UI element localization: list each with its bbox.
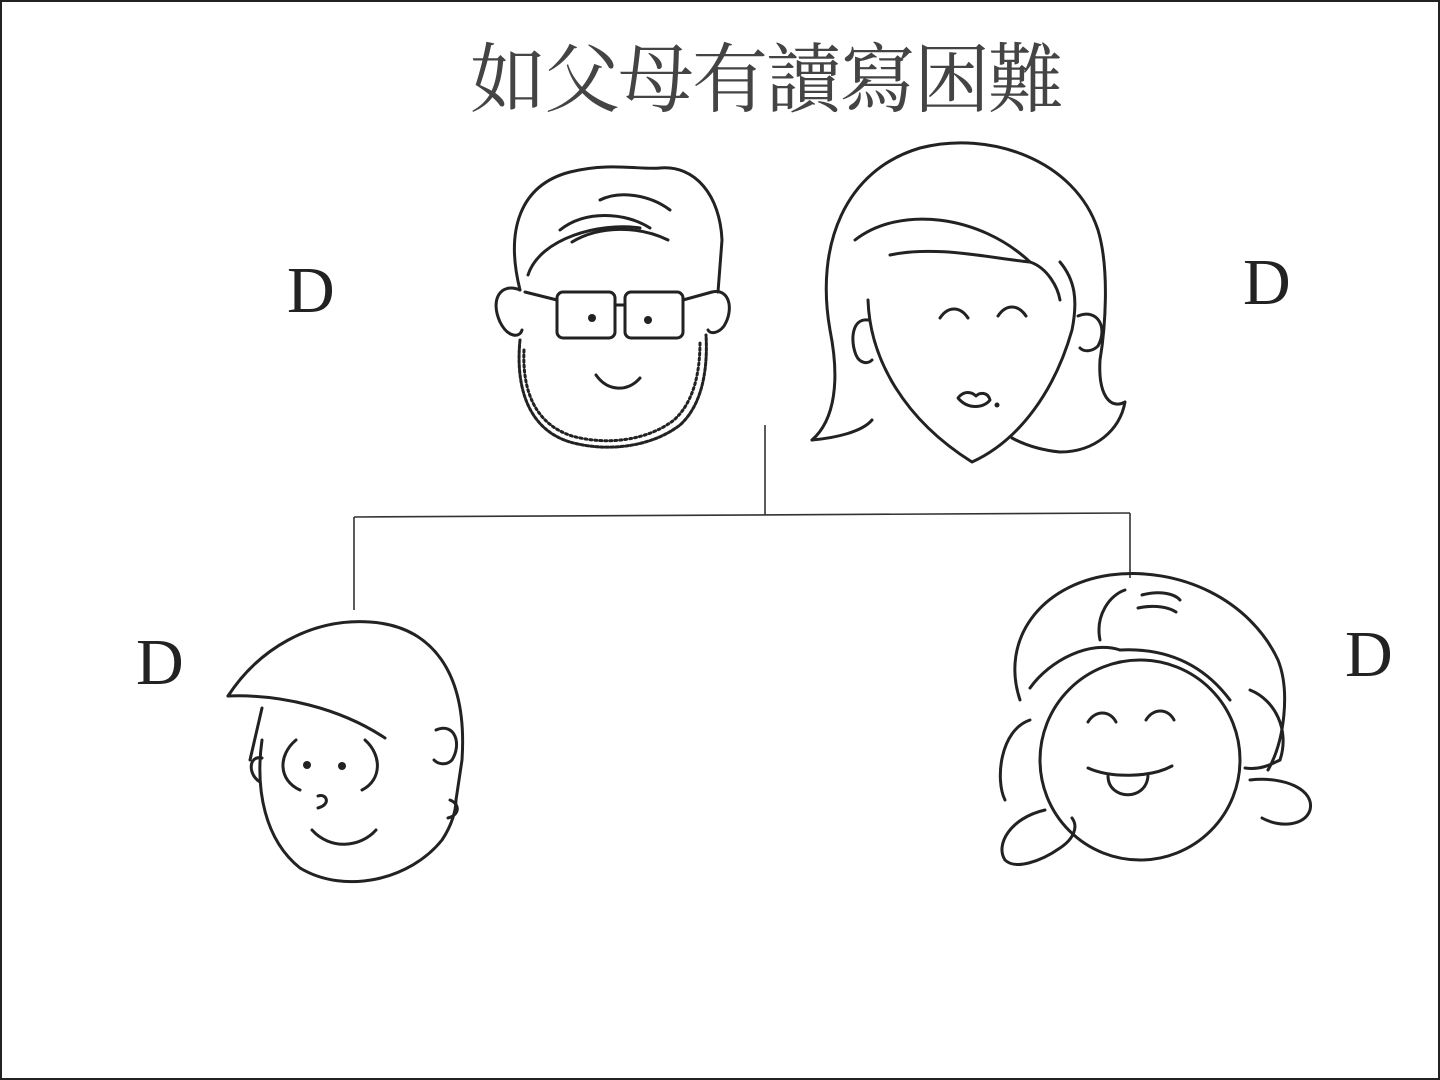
mother-face (812, 143, 1125, 462)
mother-lips (958, 393, 990, 407)
diagram-title: 如父母有讀寫困難 (470, 35, 1062, 124)
mother-label: D (1243, 246, 1291, 319)
daughter-left-pigtail (1002, 810, 1075, 864)
father-label: D (287, 254, 335, 327)
son-left-eye-brow (283, 740, 300, 790)
daughter-face-outline (1040, 660, 1240, 860)
father-right-eye (644, 316, 652, 324)
father-right-ear (708, 292, 729, 333)
daughter-hair (1015, 574, 1285, 770)
son-right-eye (338, 762, 346, 770)
father-left-eye (588, 314, 596, 322)
father-glasses-left-lens (557, 292, 615, 338)
son-face-outline (260, 740, 456, 882)
son-hair (228, 622, 463, 800)
father-smile (596, 375, 640, 388)
son-face (228, 622, 463, 882)
mother-right-eye (998, 307, 1026, 316)
daughter-label: D (1345, 618, 1393, 691)
son-smile (312, 830, 376, 844)
father-beard (519, 335, 706, 447)
daughter-mouth (1088, 766, 1172, 775)
daughter-left-eye (1088, 713, 1116, 722)
daughter-tongue (1108, 776, 1148, 795)
children-bar-line (354, 513, 1130, 517)
daughter-right-eye (1146, 711, 1174, 720)
son-right-eye-brow (362, 740, 377, 790)
father-glasses-right-lens (625, 292, 683, 338)
father-left-ear (496, 288, 522, 335)
son-label: D (136, 626, 184, 699)
daughter-right-pigtail (1250, 779, 1311, 824)
daughter-face (1000, 574, 1310, 865)
father-face (496, 167, 729, 447)
son-left-eye (303, 761, 311, 769)
family-connectors (354, 425, 1130, 610)
mother-face-outline (868, 262, 1075, 462)
mother-left-eye (940, 309, 968, 318)
